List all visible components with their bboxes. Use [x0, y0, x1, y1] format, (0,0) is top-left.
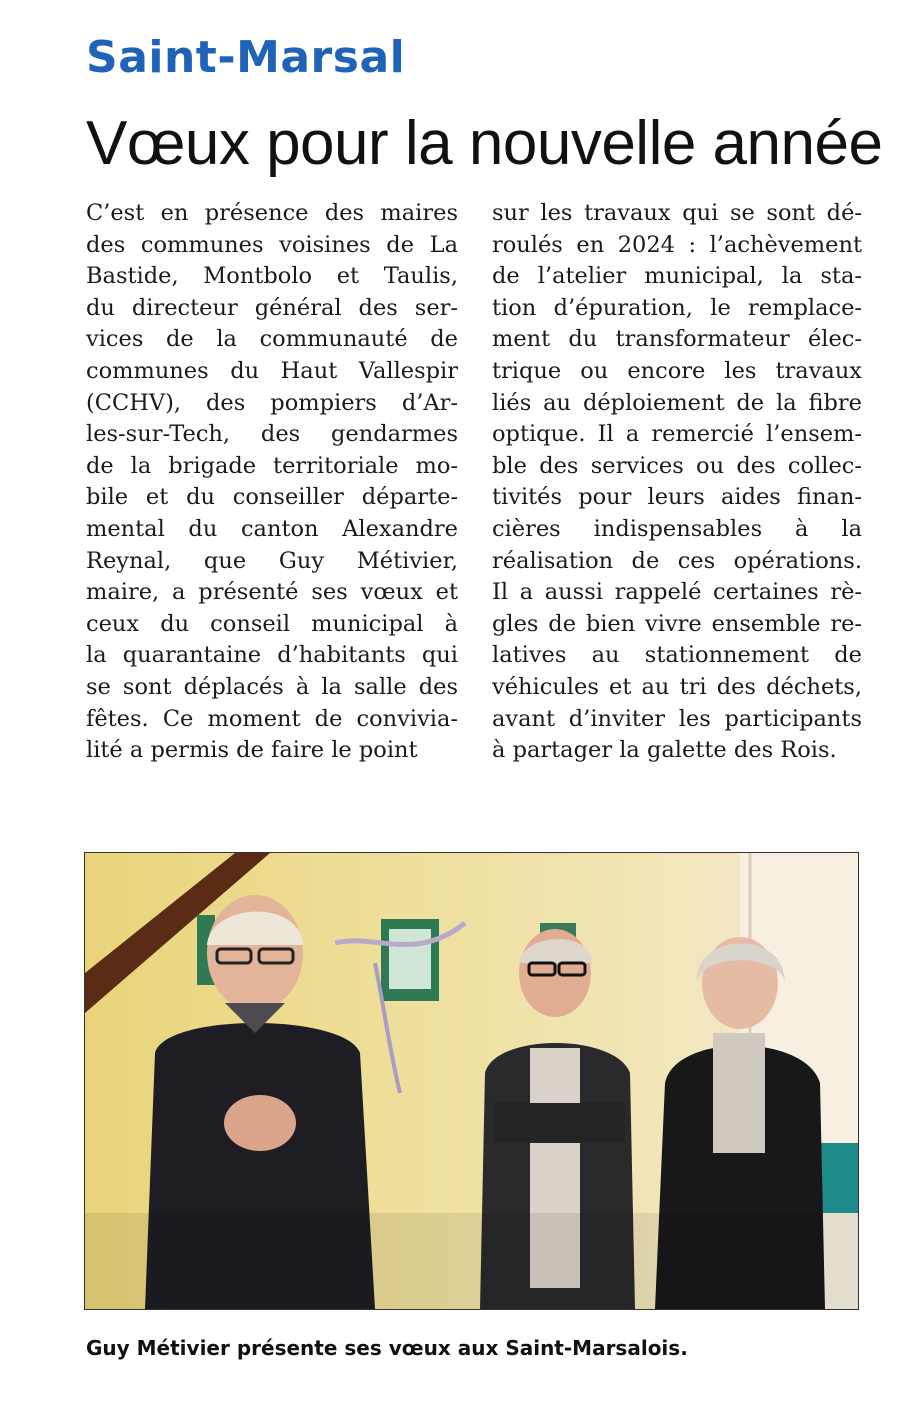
body-line: bile et du conseiller départe-	[86, 484, 458, 511]
body-line: ceux du conseil municipal à	[86, 610, 458, 637]
body-line: fêtes. Ce moment de convivia-	[86, 705, 458, 732]
body-line: Il a aussi rappelé certaines rè-	[492, 579, 862, 606]
body-line: ble des services ou des collec-	[492, 452, 862, 479]
body-line: la quarantaine d’habitants qui	[86, 642, 458, 669]
body-line: gles de bien vivre ensemble re-	[492, 610, 862, 637]
body-line: à partager la galette des Rois.	[492, 737, 837, 764]
body-line: de l’atelier municipal, la sta-	[492, 263, 862, 290]
body-line: de la brigade territoriale mo-	[86, 452, 458, 479]
body-line: C’est en présence des maires	[86, 200, 458, 226]
body-line: maire, a présenté ses vœux et	[86, 579, 458, 606]
body-line: ment du transformateur élec-	[492, 326, 862, 353]
body-line: lité a permis de faire le point	[86, 737, 418, 764]
body-line: tivités pour leurs aides finan-	[492, 484, 862, 511]
body-line: tion d’épuration, le remplace-	[492, 294, 862, 321]
location-kicker: Saint-Marsal	[86, 32, 406, 83]
body-line: Reynal, que Guy Métivier,	[86, 547, 458, 574]
body-line: se sont déplacés à la salle des	[86, 673, 458, 700]
body-line: cières indispensables à la	[492, 515, 862, 542]
article-photo	[84, 852, 859, 1310]
body-line: mental du canton Alexandre	[86, 515, 458, 542]
body-line: roulés en 2024 : l’achèvement	[492, 231, 862, 258]
body-line: (CCHV), des pompiers d’Ar-	[86, 389, 458, 416]
photo-caption: Guy Métivier présente ses vœux aux Saint-Marsalois.	[86, 1336, 688, 1360]
body-line: des communes voisines de La	[86, 231, 458, 258]
body-line: du directeur général des ser-	[86, 294, 458, 321]
headline: Vœux pour la nouvelle année	[86, 109, 883, 178]
body-line: véhicules et au tri des déchets,	[492, 673, 862, 700]
body-column-right	[492, 198, 862, 767]
body-line: optique. Il a remercié l’ensem-	[492, 421, 862, 448]
photo-illustration	[85, 853, 858, 1309]
body-line: latives au stationnement de	[492, 642, 862, 669]
body-line: réalisation de ces opérations.	[492, 547, 862, 574]
body-line: liés au déploiement de la fibre	[492, 389, 862, 416]
body-line: avant d’inviter les participants	[492, 705, 862, 732]
body-line: les-sur-Tech, des gendarmes	[86, 421, 458, 448]
body-line: communes du Haut Vallespir	[86, 357, 458, 384]
body-column-left	[86, 198, 458, 767]
body-line: trique ou encore les travaux	[492, 357, 862, 384]
body-line: vices de la communauté de	[86, 326, 458, 353]
body-line: Bastide, Montbolo et Taulis,	[86, 263, 458, 290]
body-line: sur les travaux qui se sont dé-	[492, 200, 862, 226]
teal-chair	[820, 1143, 858, 1213]
